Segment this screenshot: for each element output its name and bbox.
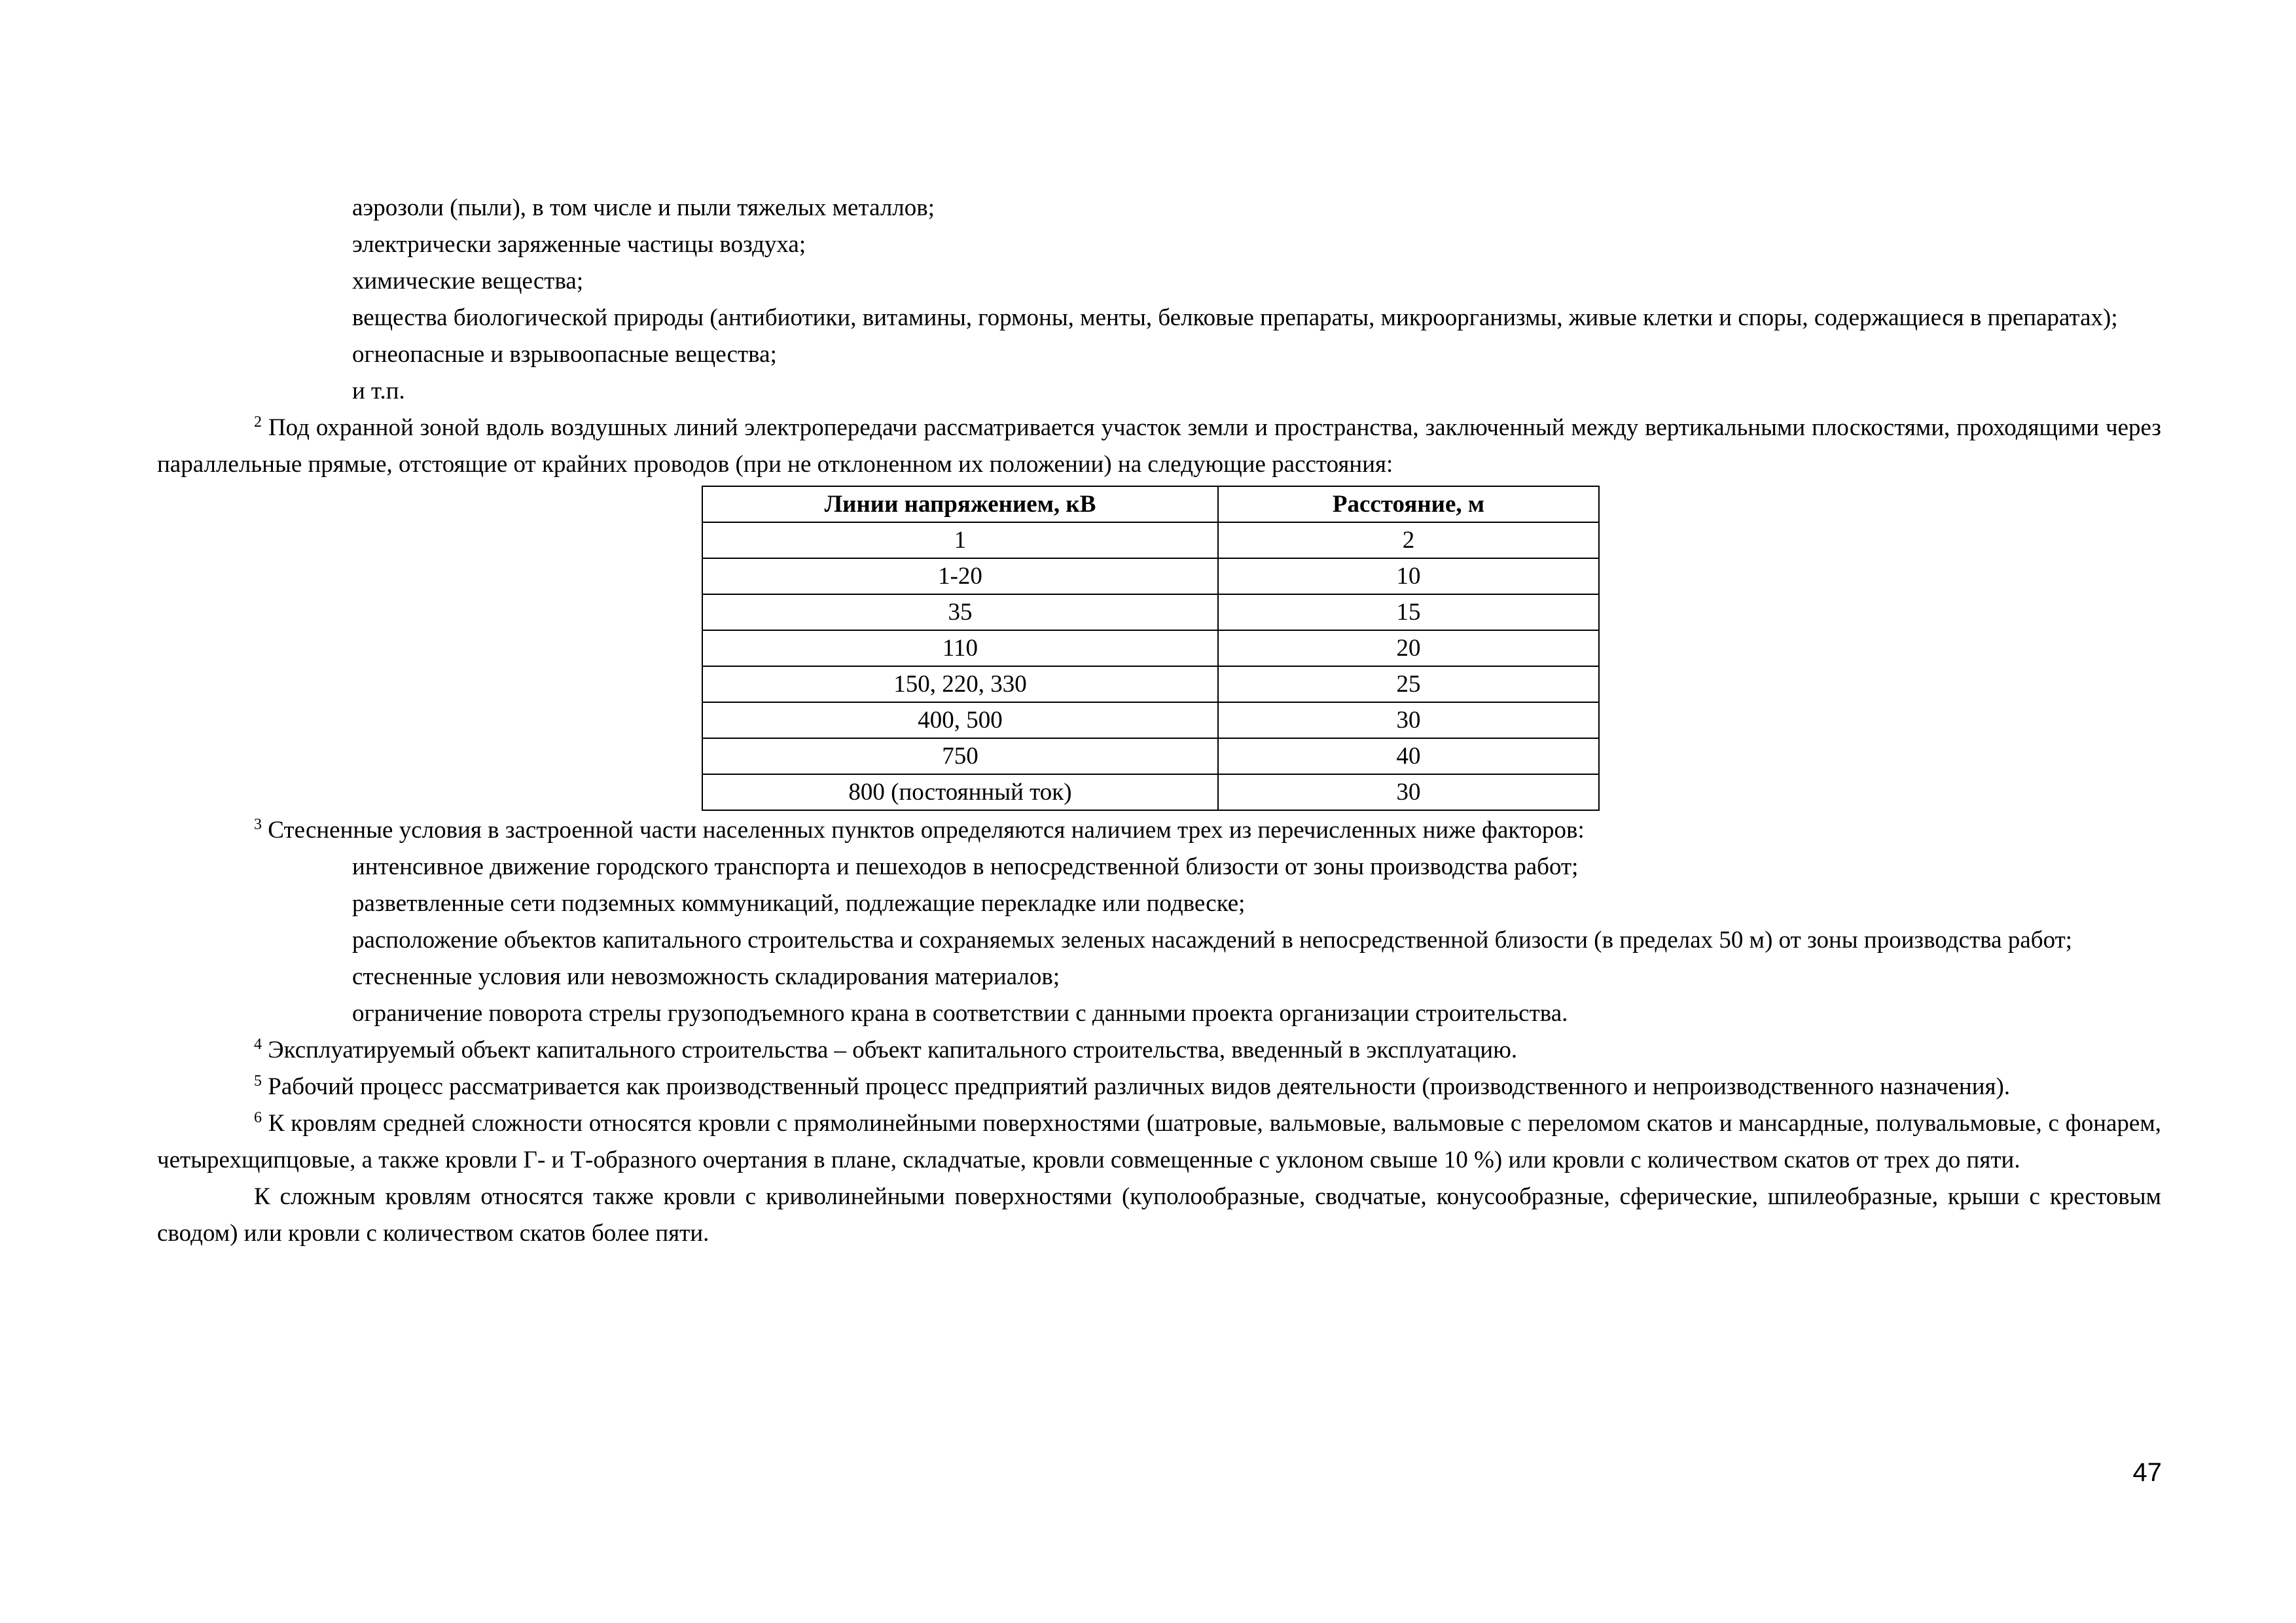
page-number: 47 xyxy=(2132,1458,2162,1487)
list-item: расположение объектов капитального строительства и сохраняемых зеленых насаждений в непосредственной близости (в пределах 50 м) от зоны производства работ; xyxy=(352,927,2073,954)
footnote-text: Рабочий процесс рассматривается как производственный процесс предприятий различных видов деятельности (производственного и непроизводственного назначения). xyxy=(268,1073,2011,1100)
cell-voltage: 800 (постоянный ток) xyxy=(702,774,1218,810)
cell-distance: 40 xyxy=(1218,738,1599,774)
cell-distance: 15 xyxy=(1218,594,1599,630)
table-row xyxy=(702,522,1599,558)
list-item: разветвленные сети подземных коммуникаций, подлежащие перекладке или подвеске; xyxy=(352,890,1246,917)
footnote-text: К кровлям средней сложности относятся кровли с прямолинейными поверхностями (шатровые, вальмовые, вальмовые с переломом скатов и мансардные, полувальмовые, с фонарем, четырехщипцовые, а также кровли Г- и Т-образного очертания в плане, складчатые, кровли совмещенные с уклоном свыше 10 %) или кровли с количеством скатов от трех до пяти. xyxy=(157,1110,2162,1173)
list-item: и т.п. xyxy=(352,378,405,404)
list-item: химические вещества; xyxy=(352,268,584,294)
footnote-text: Стесненные условия в застроенной части населенных пунктов определяются наличием трех из перечисленных ниже факторов: xyxy=(268,817,1585,844)
table-row xyxy=(702,774,1599,810)
distance-table-container xyxy=(702,486,2161,811)
list-item: интенсивное движение городского транспорта и пешеходов в непосредственной близости от зоны производства работ; xyxy=(352,853,1579,880)
footnote-2 xyxy=(157,410,2161,483)
list-item: ограничение поворота стрелы грузоподъемного крана в соответствии с данными проекта организации строительства. xyxy=(352,1000,1568,1027)
cell-distance: 30 xyxy=(1218,774,1599,810)
cell-voltage: 1 xyxy=(702,522,1218,558)
table-row xyxy=(702,594,1599,630)
footnote-6 xyxy=(157,1105,2161,1179)
header-distance: Расстояние, м xyxy=(1218,486,1599,522)
cell-voltage: 750 xyxy=(702,738,1218,774)
footnote-marker: 6 xyxy=(254,1109,262,1126)
list-item: огнеопасные и взрывоопасные вещества; xyxy=(352,341,777,368)
footnote-marker: 3 xyxy=(254,816,262,833)
cell-distance: 10 xyxy=(1218,558,1599,594)
cell-voltage: 150, 220, 330 xyxy=(702,666,1218,702)
cell-distance: 2 xyxy=(1218,522,1599,558)
footnote-text: Эксплуатируемый объект капитального строительства – объект капитального строительства, введенный в эксплуатацию. xyxy=(268,1037,1518,1063)
cell-voltage: 400, 500 xyxy=(702,702,1218,738)
cell-distance: 20 xyxy=(1218,630,1599,666)
document-page xyxy=(157,190,2161,1252)
footnote-5 xyxy=(157,1069,2161,1105)
table-row xyxy=(702,738,1599,774)
footnote-text: Под охранной зоной вдоль воздушных линий электропередачи рассматривается участок земли и пространства, заключенный между вертикальными плоскостями, проходящими через параллельные прямые, отстоящие от крайних проводов (при не отклоненном их положении) на следующие расстояния: xyxy=(157,414,2162,478)
table-header-row xyxy=(702,486,1599,522)
table-row xyxy=(702,666,1599,702)
cell-voltage: 110 xyxy=(702,630,1218,666)
list-item: стесненные условия или невозможность складирования материалов; xyxy=(352,963,1060,990)
table-row xyxy=(702,558,1599,594)
distance-table xyxy=(702,486,1600,811)
cell-distance: 30 xyxy=(1218,702,1599,738)
cell-distance: 25 xyxy=(1218,666,1599,702)
footnote-marker: 2 xyxy=(254,414,262,431)
footnote-marker: 4 xyxy=(254,1036,262,1053)
header-voltage: Линии напряжением, кВ xyxy=(702,486,1218,522)
list-item: электрически заряженные частицы воздуха; xyxy=(352,231,806,258)
footnote-marker: 5 xyxy=(254,1073,262,1090)
table-row xyxy=(702,702,1599,738)
cell-voltage: 35 xyxy=(702,594,1218,630)
footnote-4 xyxy=(157,1032,2161,1069)
footnote-6-continuation: К сложным кровлям относятся также кровли с криволинейными поверхностями (куполообразные, сводчатые, конусообразные, сферические, шпилеобразные, крыши с крестовым сводом) или кровли с количеством скатов более пяти. xyxy=(157,1183,2161,1247)
cell-voltage: 1-20 xyxy=(702,558,1218,594)
list-item: вещества биологической природы (антибиотики, витамины, гормоны, менты, белковые препараты, микроорганизмы, живые клетки и споры, содержащиеся в препаратах); xyxy=(352,304,2118,331)
footnote-3 xyxy=(157,812,2161,849)
table-row xyxy=(702,630,1599,666)
list-item: аэрозоли (пыли), в том числе и пыли тяжелых металлов; xyxy=(352,194,935,221)
